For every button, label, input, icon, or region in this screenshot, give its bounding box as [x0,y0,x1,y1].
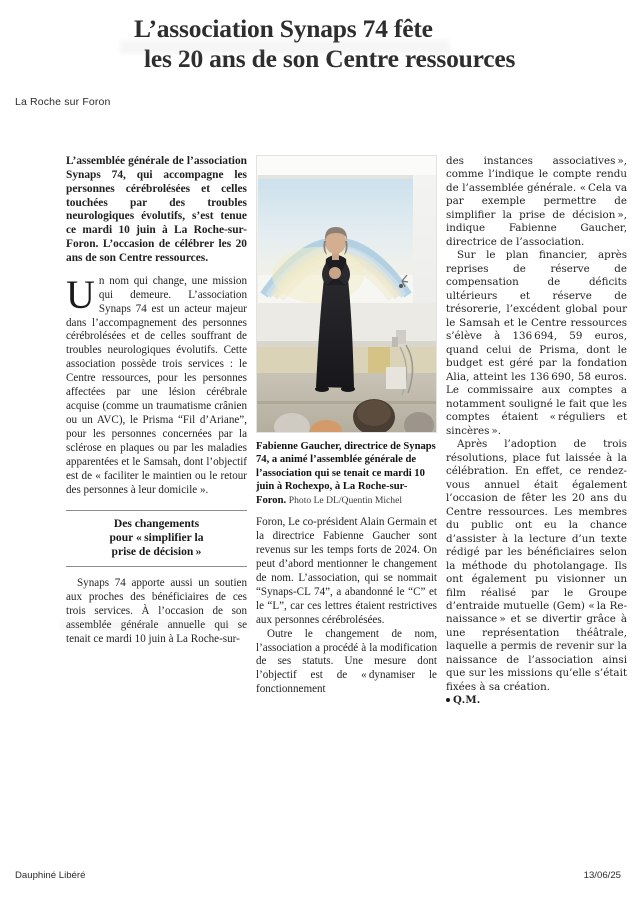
body-paragraph: Sur le plan financier, après reprises de réserve de compensation de déficits ultérieurs et réserve de trésorerie, l’excédent global pour le Samsah et le Centre ressources s’élève à 136 694, 59 euros, quand celui de Prisma, dont le budget est géré par la fondation Alia, atteint les 136 690, 58 euros. Le commissaire aux comptes a notamment souligné le fait que les comptes étaient « réguliers et sincères ». [446,249,627,437]
lead-paragraph: L’assemblée générale de l’association Synaps 74, qui accompagne les personnes cérébrolésées et celles touchées par des troubles neurologiques évolutifs, s’est tenue ce mardi 10 juin à La Roche-sur-Foron. L’occasion de célébrer les 20 ans de son Centre ressources. [66,155,247,264]
page-title [104,14,614,73]
bullet-icon [446,698,450,702]
article-column-2 [256,155,437,697]
body-paragraph: des instances associatives », comme l’indique le compte rendu de l’assemblée générale. « Cela va par exemple permettre de simplifier la prise de décision », indique Fabienne Gaucher, directrice de l’association. [446,155,627,248]
author-signature [446,694,627,707]
photo-credit: Photo Le DL/Quentin Michel [288,494,403,506]
footer-date: 13/06/25 [583,870,621,881]
section-subhead [66,510,247,567]
drop-cap: U [66,271,95,317]
body-paragraph: Foron, Le co-président Alain Germain et la directrice Fabienne Gaucher sont revenus sur les temps forts de 2024. On peut d’abord mentionner le changement de nom. L’association, qui se nommait “Synaps-CL 74”, a abandonné le “C” et le “L”, car ces lettres étaient restrictives aux personnes cérébrolésées. [256,516,437,626]
footer-source: Dauphiné Libéré [15,870,86,881]
body-paragraph: Après l’adoption de trois résolutions, place fut laissée à la célébration. En effet, ce rendez-vous annuel était également l’occasion de fêter les 20 ans du Centre ressources. Les membres du public ont eu la chance d’assister à la lecture d’un texte rédigé par les bénéficiaires selon la méthode du photolangage. Ils ont également pu visionner un film réalisé par le Groupe d’entraide mutuelle (Gem) « la Re-naissance » et se divertir grâce à une représentation théâtrale, laquelle a permis de revenir sur la naissance de l’association ainsi que sur les missions qu’elle s’était fixées à sa création. [446,438,627,693]
article-column-3 [446,155,627,708]
body-paragraph: Outre le changement de nom, l’association a procédé à la modification de ses statuts. Une mesure dont l’objectif est de « dynamiser le fonctionnement [256,627,437,696]
headline-line-1: L’association Synaps 74 fête [134,14,433,43]
article-column-1 [66,155,247,647]
photo-caption [256,440,437,507]
body-paragraph: Synaps 74 apporte aussi un soutien aux proches des bénéficiaires de ces trois services. À l’occasion de son assemblée générale annuelle qui se tenait ce mardi 10 juin à La Roche-sur- [66,576,247,645]
caption-text: Fabienne Gaucher, directrice de Synaps 74, a animé l’assemblée générale de l’association qui se tenait ce mardi 10 juin à Rochexpo, à La Roche-sur-Foron. [256,441,436,506]
subhead-line-2: pour « simplifier la [109,530,204,544]
photo-illustration [256,155,437,433]
article-photo [256,155,437,433]
subhead-line-1: Des changements [113,516,200,530]
body-paragraph [66,271,247,498]
locality-kicker: La Roche sur Foron [15,96,111,108]
subhead-line-3: prise de décision » [111,544,202,558]
signature-initials: Q.M. [453,694,481,707]
body-text: n nom qui change, une mission qui demeure. L’association Synaps 74 est un acteur majeur dans l’accompagnement des personnes cérébrolésées et de celles souffrant de troubles neurologiques évolutifs. Cette association possède trois services : le Centre ressources, pour les personnes affectées par une lésion cérébrale acquise (comme un traumatisme crânien ou un AVC), le Prisma “Fil d’Ariane”, pour les personnes concernées par la sclérose en plaques ou par les maladies apparentées et le Samsah, dont l’objectif est de « faciliter le maintien ou le retour des personnes à leur domicile ». [66,274,247,496]
headline-line-2: les 20 ans de son Centre ressources [144,43,516,73]
